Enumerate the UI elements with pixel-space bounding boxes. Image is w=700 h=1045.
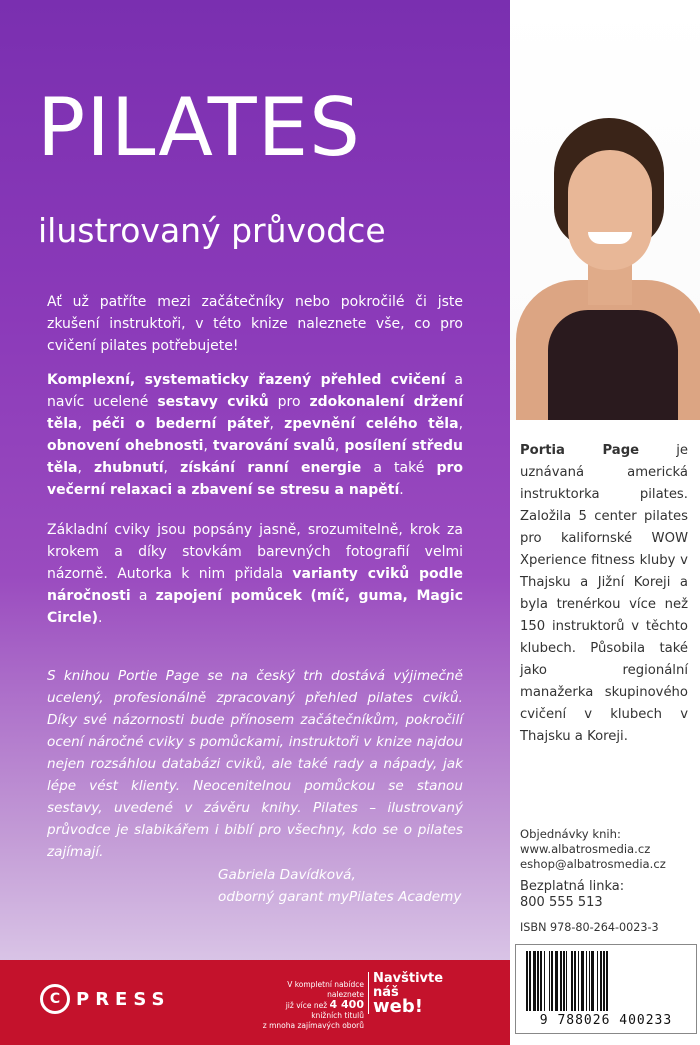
text-bold: Komplexní, systematicky řazený přehled cvičení [47, 372, 446, 388]
hotline-label: Bezplatná linka: [520, 879, 625, 894]
author-bio-text: je uznávaná americká instruktorka pilates. Založila 5 center pilates pro kalifornské WOW Xperience fitness kluby v Thajsku a Jižní Koreji a byla trenérkou více než 150 instruktorů v těchto klubech. Působila také jako regionální manažerka skupinového cvičení v klubech v Thajsku a Koreji. [520, 443, 688, 744]
text: , [163, 460, 181, 476]
hotline-number: 800 555 513 [520, 895, 603, 910]
details-paragraph [47, 519, 463, 629]
visit-line3: web! [373, 996, 423, 1017]
text-bold: získání ranní energie [180, 460, 362, 476]
text: , [77, 416, 93, 432]
text: a navíc ucelené [47, 372, 463, 410]
author-smile [588, 232, 632, 244]
visit-line1: Navštivte [373, 971, 444, 986]
text-bold: varianty cviků podle náročnosti [47, 566, 463, 604]
note-line3: z mnoha zajímavých oborů [262, 1021, 364, 1030]
orders-label: Objednávky knih: [520, 827, 621, 841]
barcode [515, 944, 697, 1034]
text: a také [361, 460, 437, 476]
signature-name: Gabriela Davídková, [218, 867, 356, 883]
text-bold: zhubnutí [94, 460, 164, 476]
book-title: PILATES [37, 81, 361, 174]
note-line1: V kompletní nabídce naleznete [287, 980, 364, 999]
text-bold: zpevnění celého těla [284, 416, 459, 432]
visit-web[interactable] [368, 971, 444, 1017]
book-subtitle: ilustrovaný průvodce [38, 211, 386, 250]
text-bold: zdokonalení držení těla [47, 394, 463, 432]
signature-role: odborný garant myPilates Academy [218, 889, 462, 905]
publisher-name: PRESS [76, 988, 171, 1010]
website-link[interactable]: www.albatrosmedia.cz [520, 842, 651, 856]
author-photo [510, 0, 700, 420]
text: knižních titulů [311, 1011, 364, 1020]
catalog-note [254, 980, 364, 1031]
text: Základní cviky jsou popsány jasně, srozumitelně, krok za krokem a díky stovkám barevných fotografií velmi názorně. Autorka k nim přidala [47, 522, 463, 582]
intro-paragraph: Ať už patříte mezi začátečníky nebo pokročilé či jste zkušení instruktoři, v této knize naleznete vše, co pro cvičení pilates potřebujete! [47, 294, 463, 354]
text: , [458, 416, 464, 432]
text: , [269, 416, 285, 432]
text-bold: posílení středu těla [47, 438, 464, 476]
text: , [335, 438, 345, 454]
spacer [520, 872, 695, 879]
isbn: ISBN 978-80-264-0023-3 [520, 921, 659, 934]
review-quote: S knihou Portie Page se na český trh dostává výjimečně ucelený, profesionálně zpracovaný přehled pilates cviků. Díky své názornosti bude přínosem začátečníkům, pokročilí ocení náročné cviky s pomůckami, instruktoři v knize najdou nejen rozsáhlou databázi cviků, ale také rady a nápady, jak lépe vést klienty. Neocenitelnou pomůckou se stanou sestavy, uvedené v závěru knihy. Pilates – ilustrovaný průvodce je slabikářem i biblí pro všechny, kdo se o pilates zajímají. [47, 668, 463, 860]
text-bold: zapojení pomůcek (míč, guma, Magic Circle) [47, 588, 463, 626]
contact-block [520, 827, 695, 911]
note-line2 [254, 1000, 364, 1021]
text: pro [268, 394, 310, 410]
barcode-bars [526, 951, 686, 1011]
email-link[interactable]: eshop@albatrosmedia.cz [520, 857, 666, 871]
text-bold: sestavy cviků [157, 394, 269, 410]
text: , [77, 460, 94, 476]
text: a [130, 588, 156, 604]
barcode-number: 9 788026 400233 [539, 1013, 673, 1028]
features-paragraph [47, 369, 463, 501]
review-signature [218, 864, 498, 908]
cpress-c-icon: C [40, 984, 70, 1014]
text-bold: pro večerní relaxaci a zbavení se stresu a napětí [47, 460, 463, 498]
text-bold: tvarování svalů [212, 438, 336, 454]
text-bold: péči o bederní páteř [92, 416, 270, 432]
text: . [97, 610, 103, 626]
text: již více než [285, 1001, 330, 1010]
author-name: Portia Page [520, 443, 640, 458]
barcode-bar [608, 951, 609, 1011]
author-top [548, 310, 678, 420]
title-count: 4 400 [329, 998, 364, 1011]
visit-line2: náš [373, 985, 399, 1000]
author-bio [520, 440, 688, 748]
text: . [399, 482, 404, 498]
text: , [203, 438, 213, 454]
publisher-logo [40, 984, 170, 1014]
author-face [568, 150, 652, 270]
text-bold: obnovení ohebnosti [47, 438, 204, 454]
